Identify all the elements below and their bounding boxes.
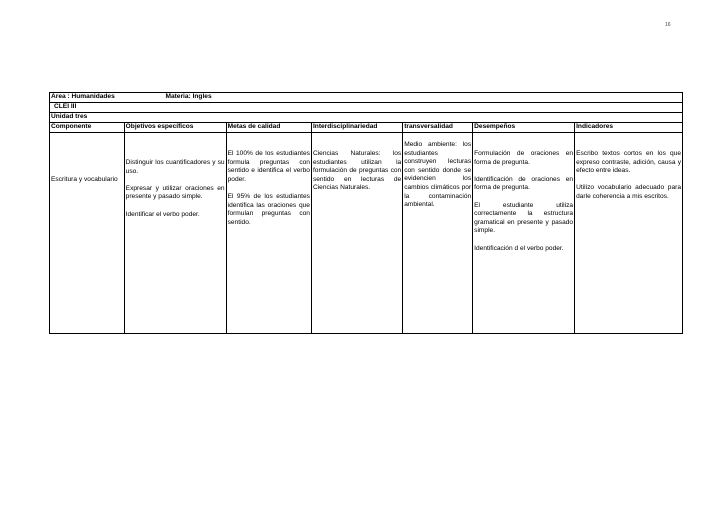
interdisciplinariedad-cell [311, 133, 402, 334]
materia-label: Materia: Ingles [165, 93, 212, 100]
area-label: Area : Humanidades [51, 93, 115, 100]
desempeno-text: El estudiante utiliza correctamente la estructura gramatical en presente y pasado simple. [474, 201, 574, 235]
objetivo-text: Distinguir los cuantificadores y su uso. [125, 159, 225, 175]
column-header: Interdisciplinariedad [311, 123, 402, 133]
transversalidad-text: Medio ambiente: los estudiantes construyen lecturas con sentido donde se evidencien los cambios climáticos por la contaminación ambiental. [404, 141, 472, 209]
curriculum-table [49, 92, 683, 334]
transversalidad-cell [403, 133, 473, 334]
column-header-row [50, 123, 683, 133]
componente-cell [50, 133, 125, 334]
clei-row [50, 103, 683, 113]
column-header: Metas de calidad [226, 123, 311, 133]
column-header: transversalidad [403, 123, 473, 133]
desempenos-cell [473, 133, 575, 334]
unidad-label: Unidad tres [50, 113, 683, 123]
indicador-text: Escribo textos cortos en los que expreso contraste, adición, causa y efecto entre ideas. [576, 150, 681, 175]
area-row [50, 93, 683, 103]
objetivos-cell [124, 133, 226, 334]
column-header: Componente [50, 123, 125, 133]
column-header: Desempeños [473, 123, 575, 133]
table-row [50, 133, 683, 334]
page-number: 16 [665, 22, 671, 28]
componente-text: Escritura y vocabulario [51, 176, 118, 183]
column-header: Objetivos específicos [124, 123, 226, 133]
objetivo-text: Expresar y utilizar oraciones en presente y pasado simple. [125, 184, 225, 201]
column-header: Indicadores [575, 123, 683, 133]
desempeno-text: Identificación de oraciones en forma de pregunta. [474, 175, 574, 192]
desempeno-text: Identificación d el verbo poder. [474, 244, 564, 252]
meta-text: El 100% de los estudiantes formula preguntas con sentido e identifica el verbo poder. [227, 150, 310, 183]
indicadores-cell [575, 133, 683, 334]
interdisciplinariedad-text: Ciencias Naturales: los estudiantes utilizan la formulación de preguntas con sentido en lecturas de Ciencias Naturales. [312, 150, 402, 192]
objetivo-text: Identificar el verbo poder. [125, 210, 200, 218]
desempeno-text: Formulación de oraciones en forma de pregunta. [474, 150, 574, 166]
indicador-text: Utilizo vocabulario adecuado para darle coherencia a mis escritos. [576, 184, 681, 200]
meta-text: El 95% de los estudiantes identifica las oraciones que formulan preguntas con sentido. [227, 192, 310, 226]
clei-label: CLEI III [54, 103, 77, 110]
unidad-row [50, 113, 683, 123]
metas-cell [226, 133, 311, 334]
